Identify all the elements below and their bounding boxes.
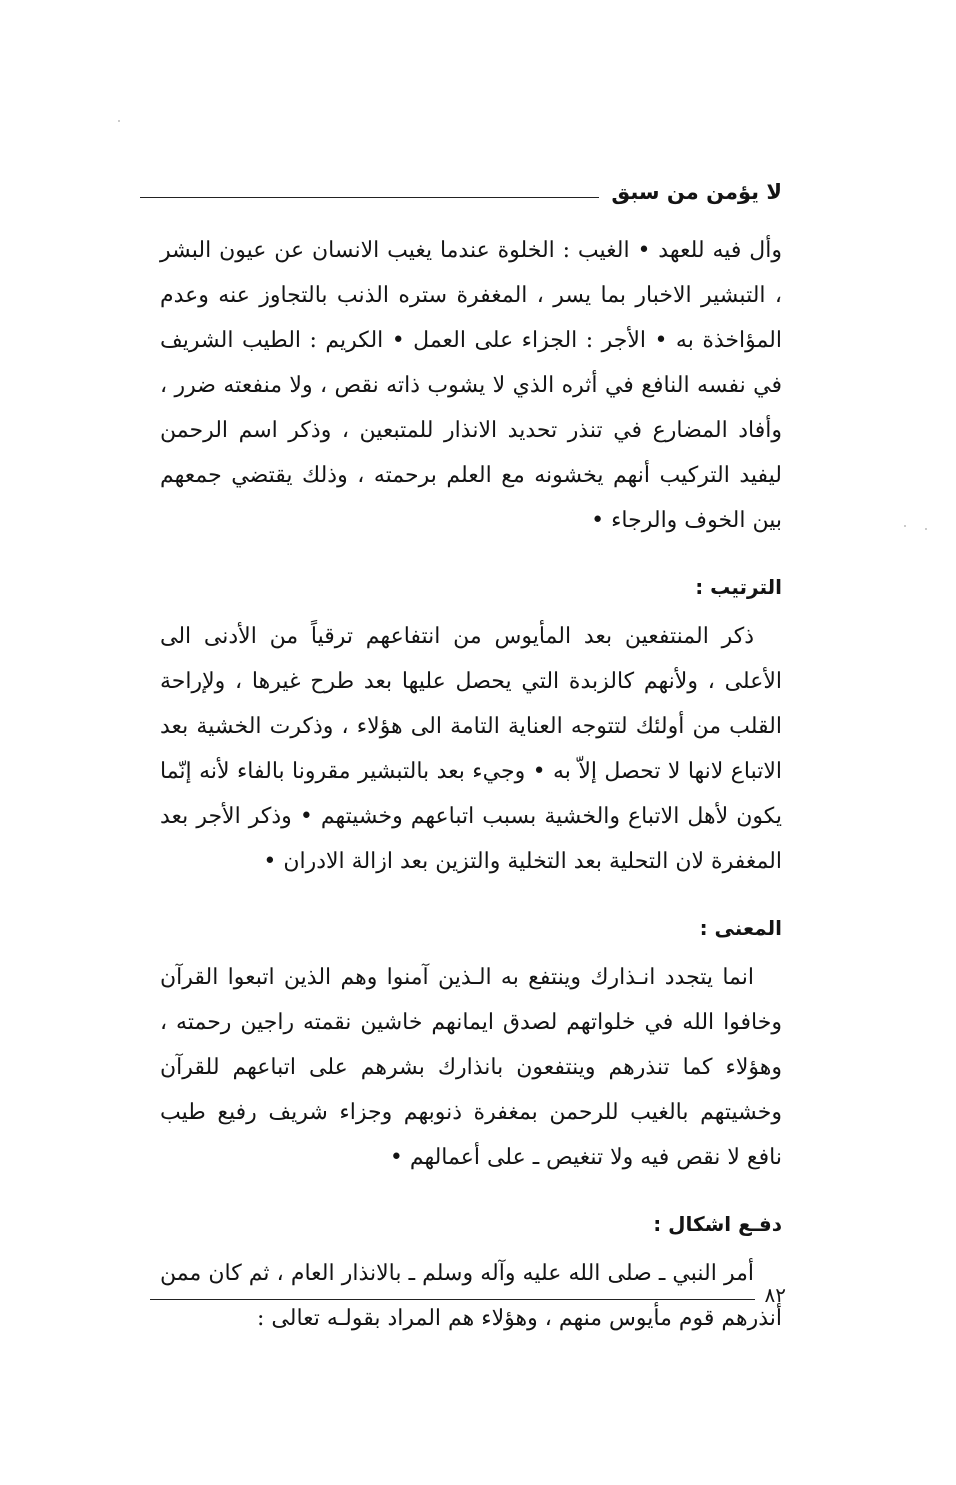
paragraph-definitions: وأل فيه للعهد • الغيب : الخلوة عندما يغيب الانسان عن عيون البشر ، التبشير الاخبار بما يسر ، المغفرة ستره الذنب بالتجاوز عنه وعدم المؤاخذة به • الأجر : الجزاء على العمل • الكريم : الطيب الشريف في نفسه النافع في أثره الذي لا يشوب ذاته نقص ، ولا منفعته ضرر ، وأفاد المضارع في تنذر تحديد الانذار للمتبعين ، وذكر اسم الرحمن ليفيد التركيب أنهم يخشونه مع العلم برحمته ، وذلك يقتضي جمعهم بين الخوف والرجاء • <box>160 238 782 533</box>
running-head-title: لا يؤمن من سبق <box>611 180 782 204</box>
scan-speck <box>904 525 906 527</box>
scan-speck <box>118 120 120 122</box>
heading-objection: دفـع اشكال : <box>653 1212 782 1236</box>
heading-arrangement: الترتيب : <box>695 575 782 599</box>
running-head <box>140 172 782 212</box>
paragraph-objection: أمر النبي ـ صلى الله عليه وآله وسلم ـ بالانذار العام ، ثم كان ممن أنذرهم قوم مأيوس منهم ، وهؤلاء هم المراد بقولـه تعالى : <box>160 1261 782 1331</box>
scan-speck <box>925 528 927 530</box>
paragraph-meaning: انما يتجدد انـذارك وينتفع به الـذين آمنوا وهم الذين اتبعوا القرآن وخافوا الله في خلواتهم لصدق ايمانهم خاشين نقمته راجين رحمته ، وهؤلاء كما تنذرهم وينتفعون بانذارك بشرهم على اتباعهم للقرآن وخشيتهم بالغيب للرحمن بمغفرة ذنوبهم وجزاء شريف رفيع طيب نافع لا نقص فيه ولا تنغيص ـ على أعمالهم • <box>160 965 782 1170</box>
footer-rule <box>150 1299 755 1300</box>
body-text <box>160 228 782 1341</box>
running-head-rule <box>140 197 599 198</box>
paragraph-arrangement: ذكر المنتفعين بعد المأيوس من انتفاعهم ترقياً من الأدنى الى الأعلى ، ولأنهم كالزبدة التي يحصل عليها بعد طرح غيرها ، ولإراحة القلب من أولئك لتتوجه العناية التامة الى هؤلاء ، وذكرت الخشية بعد الاتباع لانها لا تحصل إلاّ به • وجيء بعد بالتبشير مقرونا بالفاء لأنه إنّما يكون لأهل الاتباع والخشية بسبب اتباعهم وخشيتهم • وذكر الأجر بعد المغفرة لان التحلية بعد التخلية والتزين بعد ازالة الادران • <box>160 624 782 874</box>
page-number: ٨٢ <box>764 1283 786 1307</box>
page-footer <box>150 1280 786 1310</box>
heading-meaning: المعنى : <box>699 916 782 940</box>
